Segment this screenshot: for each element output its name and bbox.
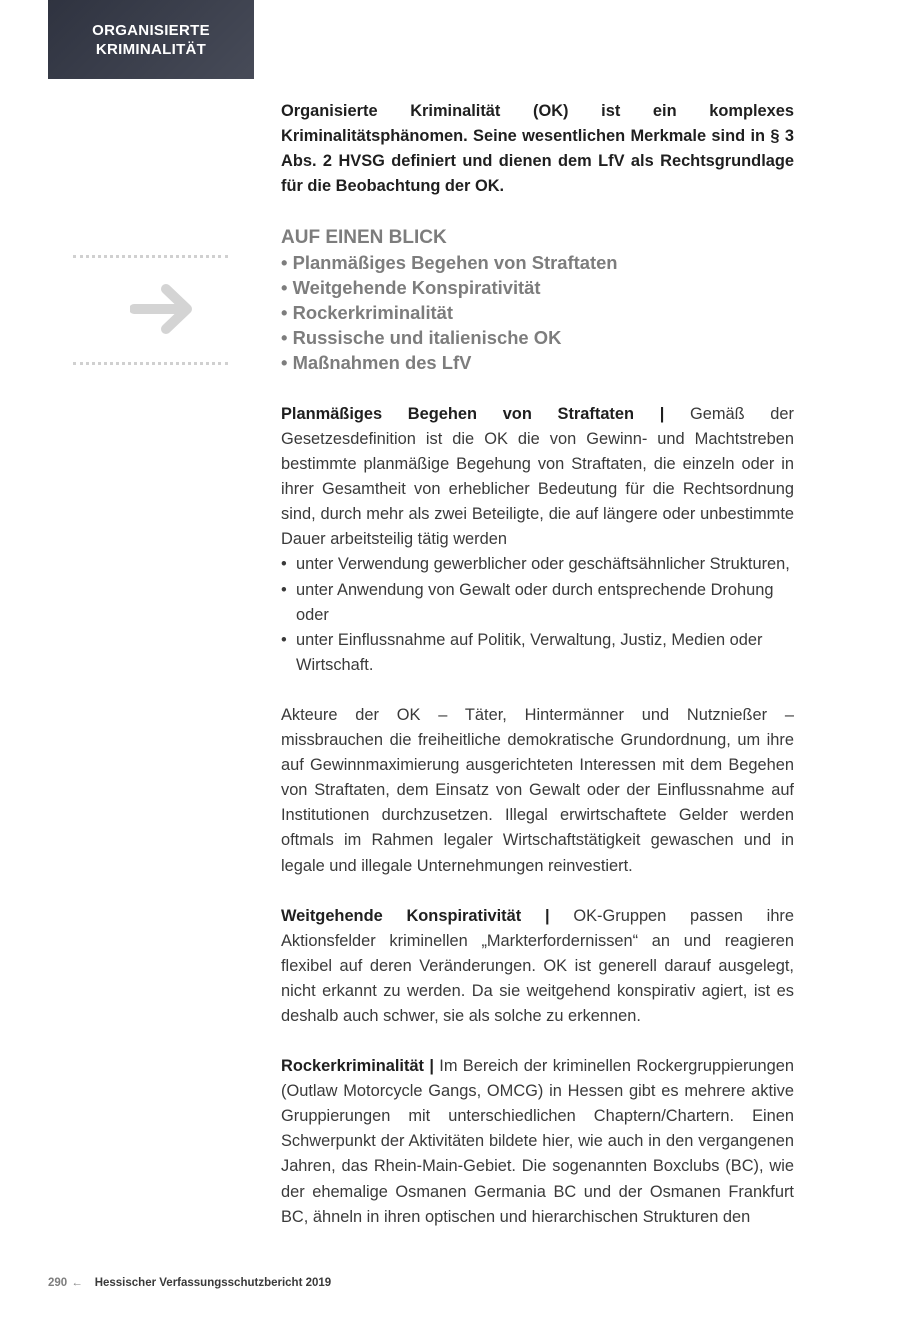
- main-content: [281, 99, 794, 1255]
- at-a-glance-item: • Rockerkriminalität: [281, 301, 794, 326]
- section-tab-line1: ORGANISIERTE: [92, 21, 210, 39]
- planmaessig-bullets: [281, 552, 794, 677]
- list-item: • unter Anwendung von Gewalt oder durch entsprechende Drohung oder: [281, 578, 794, 628]
- section-konspirativitaet: [281, 904, 794, 1029]
- list-item: • unter Verwendung gewerblicher oder geschäftsähnlicher Strukturen,: [281, 552, 794, 577]
- list-item: • unter Einflussnahme auf Politik, Verwaltung, Justiz, Medien oder Wirtschaft.: [281, 628, 794, 678]
- at-a-glance-list: [281, 251, 794, 376]
- publication-title: Hessischer Verfassungsschutzbericht 2019: [94, 1277, 332, 1289]
- dotted-divider-top: [73, 255, 228, 258]
- section-akteure: Akteure der OK – Täter, Hintermänner und Nutznießer – missbrauchen die freiheitliche demokratische Grundordnung, um ihre auf Gewinnmaximierung ausgerichteten Interessen mit dem Begehen von Straftaten, dem Einsatz von Gewalt oder der Einflussnahme auf Institutionen durchzusetzen. Illegal erwirtschaftete Gelder werden oftmals im Rahmen legaler Wirtschaftstätigkeit gewaschen und in legale und illegale Unternehmungen reinvestiert.: [281, 705, 794, 875]
- page-footer: [48, 1277, 331, 1289]
- section-lead: Rockerkriminalität |: [281, 1057, 434, 1076]
- section-lead: Weitgehende Konspirativität |: [281, 906, 550, 925]
- section-tab-line2: KRIMINALITÄT: [95, 40, 207, 58]
- at-a-glance-item: • Maßnahmen des LfV: [281, 351, 794, 376]
- at-a-glance-item: • Weitgehende Konspirativität: [281, 276, 794, 301]
- intro-paragraph: Organisierte Kriminalität (OK) ist ein komplexes Kriminalitätsphänomen. Seine wesentlichen Merkmale sind in § 3 Abs. 2 HVSG definiert und dienen dem LfV als Rechtsgrundlage für die Beobachtung der OK.: [281, 102, 794, 196]
- section-lead: Planmäßiges Begehen von Straftaten |: [281, 404, 665, 423]
- page-number: 290: [48, 1277, 68, 1289]
- dotted-divider-bottom: [73, 362, 228, 365]
- section-text: OK-Gruppen passen ihre Aktionsfelder kriminellen „Markterfordernissen“ an und reagieren flexibel auf deren Veränderungen. OK ist generell darauf ausgelegt, nicht erkannt zu werden. Da sie weitgehend konspirativ agiert, ist es deshalb auch schwer, sie als solche zu erkennen.: [281, 906, 795, 1025]
- at-a-glance-title: AUF EINEN BLICK: [281, 227, 447, 249]
- arrow-left-icon: ←: [71, 1277, 83, 1289]
- at-a-glance-item: • Russische und italienische OK: [281, 326, 794, 351]
- section-text: Gemäß der Gesetzesdefinition ist die OK die von Gewinn- und Machtstreben bestimmte planmäßige Begehung von Straftaten, die einzeln oder in ihrer Gesamtheit von erheblicher Bedeutung für die Rechtsordnung sind, durch mehr als zwei Beteiligte, die auf längere oder unbestimmte Dauer arbeitsteilig tätig werden: [281, 404, 795, 549]
- section-planmaessig: [281, 402, 794, 553]
- section-rocker: [281, 1054, 794, 1230]
- at-a-glance-item: • Planmäßiges Begehen von Straftaten: [281, 251, 794, 276]
- section-text: Im Bereich der kriminellen Rockergruppierungen (Outlaw Motorcycle Gangs, OMCG) in Hessen gibt es mehrere aktive Gruppierungen mit unterschiedlichen Chaptern/Chartern. Einen Schwerpunkt der Aktivitäten bildete hier, wie auch in den vergangenen Jahren, das Rhein-Main-Gebiet. Die sogenannten Boxclubs (BC), wie der ehemalige Osmanen Germania BC und der Osmanen Frankfurt BC, ähneln in ihren optischen und hierarchischen Strukturen den: [281, 1057, 794, 1226]
- arrow-right-icon: [130, 282, 196, 336]
- section-tab: [48, 0, 254, 79]
